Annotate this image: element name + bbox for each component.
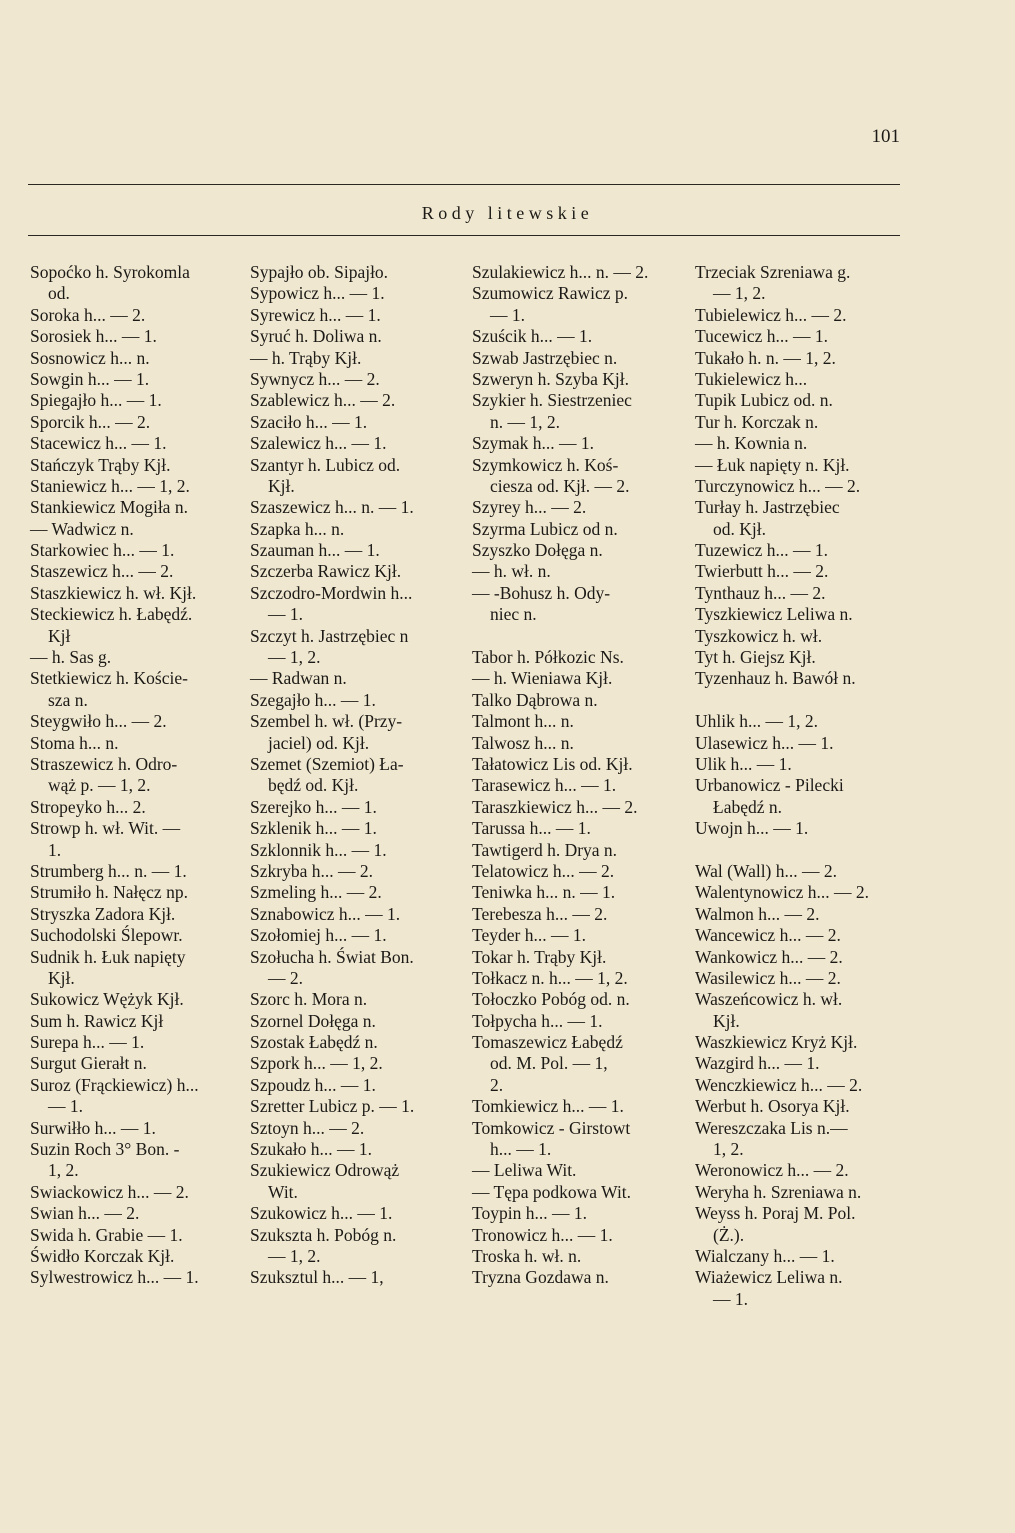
entry-continuation-line: (Ż.). xyxy=(713,1224,745,1245)
entry-line: Stacewicz h... — 1. xyxy=(30,433,167,454)
entry-line: Szuksztul h... — 1, xyxy=(250,1267,384,1288)
entry-line: Szornel Dołęga n. xyxy=(250,1010,376,1031)
entry-line: Szuścik h... — 1. xyxy=(472,326,593,347)
entry-line: Tawtigerd h. Drya n. xyxy=(472,839,618,860)
entry-line: Tuzewicz h... — 1. xyxy=(695,540,829,561)
entry-continuation-line: wąż p. — 1, 2. xyxy=(48,775,151,796)
entry-line: Toypin h... — 1. xyxy=(472,1203,587,1224)
entry-line: Turłay h. Jastrzębiec xyxy=(695,497,840,518)
entry-line: Tukało h. n. — 1, 2. xyxy=(695,347,836,368)
section-gap xyxy=(695,690,917,711)
entry-line: Swian h... — 2. xyxy=(30,1203,140,1224)
entry-line: Sudnik h. Łuk napięty xyxy=(30,946,186,967)
column-1 xyxy=(30,262,252,1289)
entry-line: Sowgin h... — 1. xyxy=(30,368,150,389)
entry-continuation-line: 1, 2. xyxy=(713,1139,744,1160)
entry-line: — h. Kownia n. xyxy=(695,433,808,454)
entry-line: Sosnowicz h... n. xyxy=(30,347,150,368)
entry-line: Tronowicz h... — 1. xyxy=(472,1224,613,1245)
entry-line: Stankiewicz Mogiła n. xyxy=(30,497,188,518)
entry-continuation-line: — 1. xyxy=(268,604,303,625)
section-gap xyxy=(695,840,917,861)
entry-line: Wancewicz h... — 2. xyxy=(695,925,841,946)
entry-continuation-line: Łabędź n. xyxy=(713,796,782,817)
entry-line: Tynthauz h... — 2. xyxy=(695,582,826,603)
entry-line: Szczyt h. Jastrzębiec n xyxy=(250,625,409,646)
entry-continuation-line: — 1, 2. xyxy=(713,283,766,304)
entry-line: Staniewicz h... — 1, 2. xyxy=(30,475,190,496)
entry-continuation-line: 1. xyxy=(48,839,62,860)
entry-line: Tabor h. Półkozic Ns. xyxy=(472,647,624,668)
entry-line: Stoma h... n. xyxy=(30,732,119,753)
entry-line: Telatowicz h... — 2. xyxy=(472,860,615,881)
entry-line: Szegajło h... — 1. xyxy=(250,689,376,710)
entry-line: Tyszkiewicz Leliwa n. xyxy=(695,604,853,625)
entry-line: — h. wł. n. xyxy=(472,561,551,582)
entry-line: Szalewicz h... — 1. xyxy=(250,433,387,454)
entry-line: Strowp h. wł. Wit. — xyxy=(30,818,181,839)
entry-line: Sypajło ob. Sipajło. xyxy=(250,262,389,282)
entry-continuation-line: 1, 2. xyxy=(48,1160,79,1181)
entry-line: Urbanowicz - Pilecki xyxy=(695,775,844,796)
entry-line: Tukielewicz h... xyxy=(695,368,808,389)
entry-line: Szembel h. wł. (Przy- xyxy=(250,711,403,732)
header-rule-bottom xyxy=(28,235,900,236)
entry-continuation-line: Kjł. xyxy=(268,475,295,496)
entry-line: Starkowiec h... — 1. xyxy=(30,540,175,561)
entry-continuation-line: — 1, 2. xyxy=(268,1245,321,1266)
entry-line: Wiażewicz Leliwa n. xyxy=(695,1267,843,1288)
entry-line: Szukało h... — 1. xyxy=(250,1139,373,1160)
entry-line: — Tępa podkowa Wit. xyxy=(472,1181,632,1202)
entry-line: Syrewicz h... — 1. xyxy=(250,304,381,325)
entry-line: Szpork h... — 1, 2. xyxy=(250,1053,383,1074)
entry-line: Stańczyk Trąby Kjł. xyxy=(30,454,171,475)
entry-line: Straszewicz h. Odro- xyxy=(30,753,178,774)
entry-line: Szantyr h. Lubicz od. xyxy=(250,454,401,475)
entry-line: Uhlik h... — 1, 2. xyxy=(695,711,818,732)
entry-line: Tucewicz h... — 1. xyxy=(695,326,829,347)
entry-line: Szymkowicz h. Koś- xyxy=(472,454,619,475)
page-number: 101 xyxy=(871,126,900,147)
entry-continuation-line: h... — 1. xyxy=(490,1139,552,1160)
entry-line: Szorc h. Mora n. xyxy=(250,989,368,1010)
entry-line: Szykier h. Siestrzeniec xyxy=(472,390,632,411)
entry-line: Sporcik h... — 2. xyxy=(30,411,151,432)
entry-continuation-line: Kjł. xyxy=(713,1010,740,1031)
entry-line: Szyszko Dołęga n. xyxy=(472,540,603,561)
entry-line: Uwojn h... — 1. xyxy=(695,818,809,839)
entry-continuation-line: n. — 1, 2. xyxy=(490,411,560,432)
entry-line: Szwab Jastrzębiec n. xyxy=(472,347,618,368)
column-3 xyxy=(472,262,694,1289)
entry-line: Szauman h... — 1. xyxy=(250,540,380,561)
entry-continuation-line: — 2. xyxy=(268,967,303,988)
entry-line: Syruć h. Doliwa n. xyxy=(250,326,382,347)
entry-line: Szukiewicz Odrowąż xyxy=(250,1160,400,1181)
entry-line: Suzin Roch 3° Bon. - xyxy=(30,1139,180,1160)
entry-line: Staszkiewicz h. wł. Kjł. xyxy=(30,582,197,603)
entry-line: — Leliwa Wit. xyxy=(472,1160,577,1181)
entry-line: Szklenik h... — 1. xyxy=(250,818,377,839)
entry-line: — Radwan n. xyxy=(250,668,347,689)
entry-line: Wal (Wall) h... — 2. xyxy=(695,860,838,881)
entry-columns xyxy=(30,262,910,1309)
entry-line: Tupik Lubicz od. n. xyxy=(695,390,833,411)
entry-continuation-line: od. xyxy=(48,283,70,304)
entry-line: Świdło Korczak Kjł. xyxy=(30,1245,175,1266)
entry-line: Sypowicz h... — 1. xyxy=(250,283,385,304)
entry-line: Spiegajło h... — 1. xyxy=(30,390,162,411)
entry-line: Szretter Lubicz p. — 1. xyxy=(250,1096,415,1117)
entry-line: Waszeńcowicz h. wł. xyxy=(695,989,843,1010)
entry-line: Tubielewicz h... — 2. xyxy=(695,304,847,325)
entry-line: Tomkiewicz h... — 1. xyxy=(472,1096,624,1117)
entry-continuation-line: będź od. Kjł. xyxy=(268,775,359,796)
entry-line: Tyszkowicz h. wł. xyxy=(695,625,823,646)
entry-line: Tołoczko Pobóg od. n. xyxy=(472,989,630,1010)
entry-line: Tarasewicz h... — 1. xyxy=(472,775,617,796)
entry-line: Szczodro-Mordwin h... xyxy=(250,582,413,603)
entry-line: Szukowicz h... — 1. xyxy=(250,1203,393,1224)
entry-line: Weryha h. Szreniawa n. xyxy=(695,1181,862,1202)
entry-line: Ulasewicz h... — 1. xyxy=(695,732,834,753)
entry-line: Szmeling h... — 2. xyxy=(250,882,382,903)
entry-line: Sopoćko h. Syrokomla xyxy=(30,262,190,282)
entry-line: Szumowicz Rawicz p. xyxy=(472,283,628,304)
entry-line: Terebesza h... — 2. xyxy=(472,903,608,924)
entry-line: Szpoudz h... — 1. xyxy=(250,1074,376,1095)
column-2 xyxy=(250,262,472,1289)
entry-line: Sztoyn h... — 2. xyxy=(250,1117,365,1138)
entry-line: — Wadwicz n. xyxy=(30,518,134,539)
entry-line: Swida h. Grabie — 1. xyxy=(30,1224,183,1245)
entry-line: Tokar h. Trąby Kjł. xyxy=(472,946,607,967)
entry-line: Szemet (Szemiot) Ła- xyxy=(250,753,404,774)
entry-line: Tarussa h... — 1. xyxy=(472,818,591,839)
entry-line: Sywnycz h... — 2. xyxy=(250,368,380,389)
entry-line: Stryszka Zadora Kjł. xyxy=(30,903,176,924)
entry-line: Surepa h... — 1. xyxy=(30,1032,145,1053)
entry-line: Tołpycha h... — 1. xyxy=(472,1010,603,1031)
entry-line: Turczynowicz h... — 2. xyxy=(695,475,861,496)
section-gap xyxy=(472,626,694,647)
entry-line: Szaszewicz h... n. — 1. xyxy=(250,497,414,518)
entry-line: Teniwka h... n. — 1. xyxy=(472,882,616,903)
entry-line: Sorosiek h... — 1. xyxy=(30,326,157,347)
entry-line: — h. Trąby Kjł. xyxy=(250,347,362,368)
entry-line: Taraszkiewicz h... — 2. xyxy=(472,796,638,817)
entry-line: Talmont h... n. xyxy=(472,711,574,732)
entry-continuation-line: Kjł. xyxy=(48,967,75,988)
entry-line: Wialczany h... — 1. xyxy=(695,1245,835,1266)
entry-line: Szukszta h. Pobóg n. xyxy=(250,1224,397,1245)
entry-line: Tałatowicz Lis od. Kjł. xyxy=(472,753,633,774)
entry-line: Szkryba h... — 2. xyxy=(250,860,373,881)
header-rule-top xyxy=(28,184,900,185)
entry-continuation-line: Wit. xyxy=(268,1181,298,1202)
entry-line: Szklonnik h... — 1. xyxy=(250,839,387,860)
entry-line: Walmon h... — 2. xyxy=(695,903,820,924)
entry-line: Sylwestrowicz h... — 1. xyxy=(30,1267,199,1288)
entry-line: Szyrey h... — 2. xyxy=(472,497,587,518)
entry-line: Talko Dąbrowa n. xyxy=(472,689,598,710)
entry-line: Twierbutt h... — 2. xyxy=(695,561,829,582)
entry-line: Szweryn h. Szyba Kjł. xyxy=(472,368,629,389)
entry-continuation-line: od. M. Pol. — 1, xyxy=(490,1053,608,1074)
entry-continuation-line: — 1. xyxy=(713,1288,748,1309)
entry-line: Talwosz h... n. xyxy=(472,732,574,753)
entry-line: Walentynowicz h... — 2. xyxy=(695,882,870,903)
entry-line: Teyder h... — 1. xyxy=(472,925,586,946)
entry-continuation-line: — 1, 2. xyxy=(268,647,321,668)
entry-line: Szulakiewicz h... n. — 2. xyxy=(472,262,649,282)
entry-line: Werbut h. Osorya Kjł. xyxy=(695,1096,850,1117)
entry-line: Wereszczaka Lis n.— xyxy=(695,1117,848,1138)
entry-line: Szostak Łabędź n. xyxy=(250,1032,378,1053)
entry-line: Wasilewicz h... — 2. xyxy=(695,967,841,988)
entry-line: Sukowicz Wężyk Kjł. xyxy=(30,989,184,1010)
entry-line: Szyrma Lubicz od n. xyxy=(472,518,618,539)
entry-line: Surwiłło h... — 1. xyxy=(30,1117,156,1138)
entry-line: Wenczkiewicz h... — 2. xyxy=(695,1074,863,1095)
entry-line: Szapka h... n. xyxy=(250,518,345,539)
entry-line: Strumberg h... n. — 1. xyxy=(30,860,187,881)
entry-line: Weronowicz h... — 2. xyxy=(695,1160,849,1181)
entry-line: Wazgird h... — 1. xyxy=(695,1053,820,1074)
entry-continuation-line: sza n. xyxy=(48,689,88,710)
column-4 xyxy=(695,262,917,1310)
entry-continuation-line: ciesza od. Kjł. — 2. xyxy=(490,475,630,496)
entry-line: Szołomiej h... — 1. xyxy=(250,925,387,946)
entry-line: Tyzenhauz h. Bawół n. xyxy=(695,668,856,689)
entry-line: Waszkiewicz Kryż Kjł. xyxy=(695,1032,858,1053)
entry-line: Stetkiewicz h. Koście- xyxy=(30,668,188,689)
entry-line: Suchodolski Ślepowr. xyxy=(30,925,183,946)
entry-continuation-line: jaciel) od. Kjł. xyxy=(268,732,370,753)
entry-line: Wankowicz h... — 2. xyxy=(695,946,843,967)
entry-line: Staszewicz h... — 2. xyxy=(30,561,174,582)
entry-continuation-line: od. Kjł. xyxy=(713,518,766,539)
entry-continuation-line: — 1. xyxy=(490,304,525,325)
entry-line: — -Bohusz h. Ody- xyxy=(472,582,611,603)
entry-continuation-line: niec n. xyxy=(490,604,537,625)
entry-line: Steckiewicz h. Łabędź. xyxy=(30,604,193,625)
entry-line: Steygwiło h... — 2. xyxy=(30,711,167,732)
entry-line: Suroz (Frąckiewicz) h... xyxy=(30,1074,199,1095)
entry-line: — h. Sas g. xyxy=(30,647,112,668)
entry-line: Soroka h... — 2. xyxy=(30,304,146,325)
entry-line: Strumiło h. Nałęcz np. xyxy=(30,882,188,903)
entry-line: Szablewicz h... — 2. xyxy=(250,390,396,411)
entry-line: Sum h. Rawicz Kjł xyxy=(30,1010,164,1031)
entry-line: Tur h. Korczak n. xyxy=(695,411,819,432)
entry-line: Swiackowicz h... — 2. xyxy=(30,1181,189,1202)
entry-line: Tryzna Gozdawa n. xyxy=(472,1267,609,1288)
entry-line: Szerejko h... — 1. xyxy=(250,796,377,817)
entry-line: Sznabowicz h... — 1. xyxy=(250,903,401,924)
entry-line: Ulik h... — 1. xyxy=(695,753,792,774)
entry-line: Weyss h. Poraj M. Pol. xyxy=(695,1203,856,1224)
entry-continuation-line: — 1. xyxy=(48,1096,83,1117)
running-head: Rody litewskie xyxy=(421,203,594,223)
entry-line: Surgut Gierałt n. xyxy=(30,1053,147,1074)
entry-line: Szczerba Rawicz Kjł. xyxy=(250,561,402,582)
entry-line: Szaciło h... — 1. xyxy=(250,411,368,432)
entry-line: Stropeyko h... 2. xyxy=(30,796,146,817)
entry-line: Szołucha h. Świat Bon. xyxy=(250,946,414,967)
entry-line: Tomaszewicz Łabędź xyxy=(472,1032,623,1053)
entry-line: — h. Wieniawa Kjł. xyxy=(472,668,613,689)
entry-line: Szymak h... — 1. xyxy=(472,433,595,454)
entry-continuation-line: Kjł xyxy=(48,625,71,646)
entry-continuation-line: 2. xyxy=(490,1074,504,1095)
entry-line: Tołkacz n. h... — 1, 2. xyxy=(472,967,628,988)
entry-line: Trzeciak Szreniawa g. xyxy=(695,262,851,282)
entry-line: Tyt h. Giejsz Kjł. xyxy=(695,647,816,668)
entry-line: Tomkowicz - Girstowt xyxy=(472,1117,631,1138)
entry-line: — Łuk napięty n. Kjł. xyxy=(695,454,850,475)
entry-line: Troska h. wł. n. xyxy=(472,1245,582,1266)
